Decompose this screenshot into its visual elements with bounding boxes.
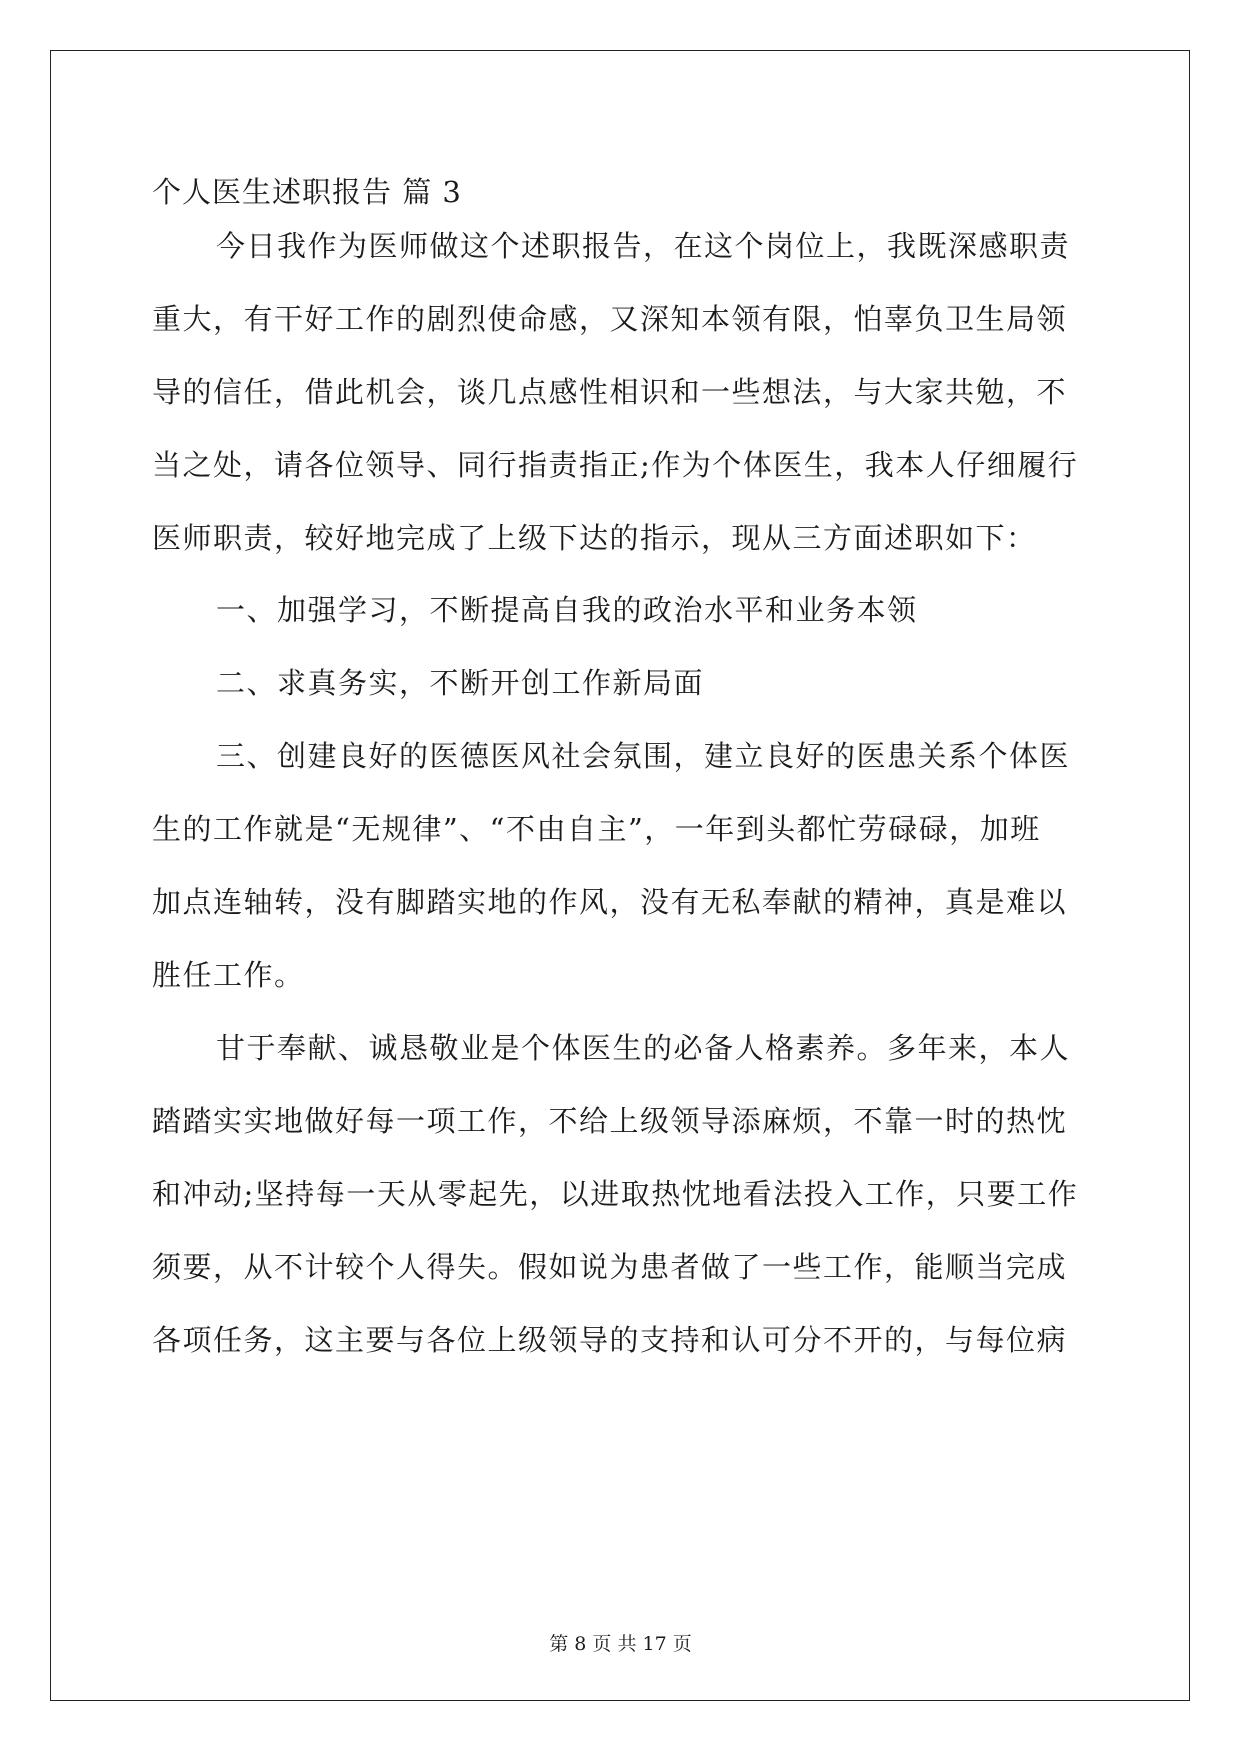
paragraph-line: 踏踏实实地做好每一项工作，不给上级领导添麻烦，不靠一时的热忱 — [152, 1104, 1068, 1138]
paragraph-line: 须要，从不计较个人得失。假如说为患者做了一些工作，能顺当完成 — [152, 1250, 1068, 1284]
paragraph-line: 当之处，请各位领导、同行指责指正;作为个体医生，我本人仔细履行 — [152, 448, 1079, 482]
paragraph-line: 三、创建良好的医德医风社会氛围，建立良好的医患关系个体医 — [216, 739, 1071, 773]
paragraph-line: 甘于奉献、诚恳敬业是个体医生的必备人格素养。多年来，本人 — [216, 1031, 1071, 1065]
paragraph-line: 导的信任，借此机会，谈几点感性相识和一些想法，与大家共勉，不 — [152, 375, 1068, 409]
page-number-footer: 第 8 页 共 17 页 — [549, 1633, 692, 1655]
paragraph-line: 重大，有干好工作的剧烈使命感，又深知本领有限，怕辜负卫生局领 — [152, 302, 1068, 336]
page-border — [50, 50, 1190, 1701]
document-title: 个人医生述职报告 篇 3 — [152, 175, 462, 209]
paragraph-line: 各项任务，这主要与各位上级领导的支持和认可分不开的，与每位病 — [152, 1323, 1068, 1357]
paragraph-line: 和冲动;坚持每一天从零起先，以进取热忱地看法投入工作，只要工作 — [152, 1177, 1079, 1211]
section-heading-2: 二、求真务实，不断开创工作新局面 — [216, 666, 705, 700]
paragraph-line: 加点连轴转，没有脚踏实地的作风，没有无私奉献的精神，真是难以 — [152, 885, 1068, 919]
paragraph-line: 今日我作为医师做这个述职报告，在这个岗位上，我既深感职责 — [216, 229, 1071, 263]
paragraph-line: 医师职责，较好地完成了上级下达的指示，现从三方面述职如下： — [152, 521, 1037, 555]
paragraph-line: 生的工作就是“无规律”、“不由自主”，一年到头都忙劳碌碌，加班 — [152, 812, 1041, 846]
section-heading-1: 一、加强学习，不断提高自我的政治水平和业务本领 — [216, 593, 918, 627]
paragraph-line: 胜任工作。 — [152, 958, 305, 992]
